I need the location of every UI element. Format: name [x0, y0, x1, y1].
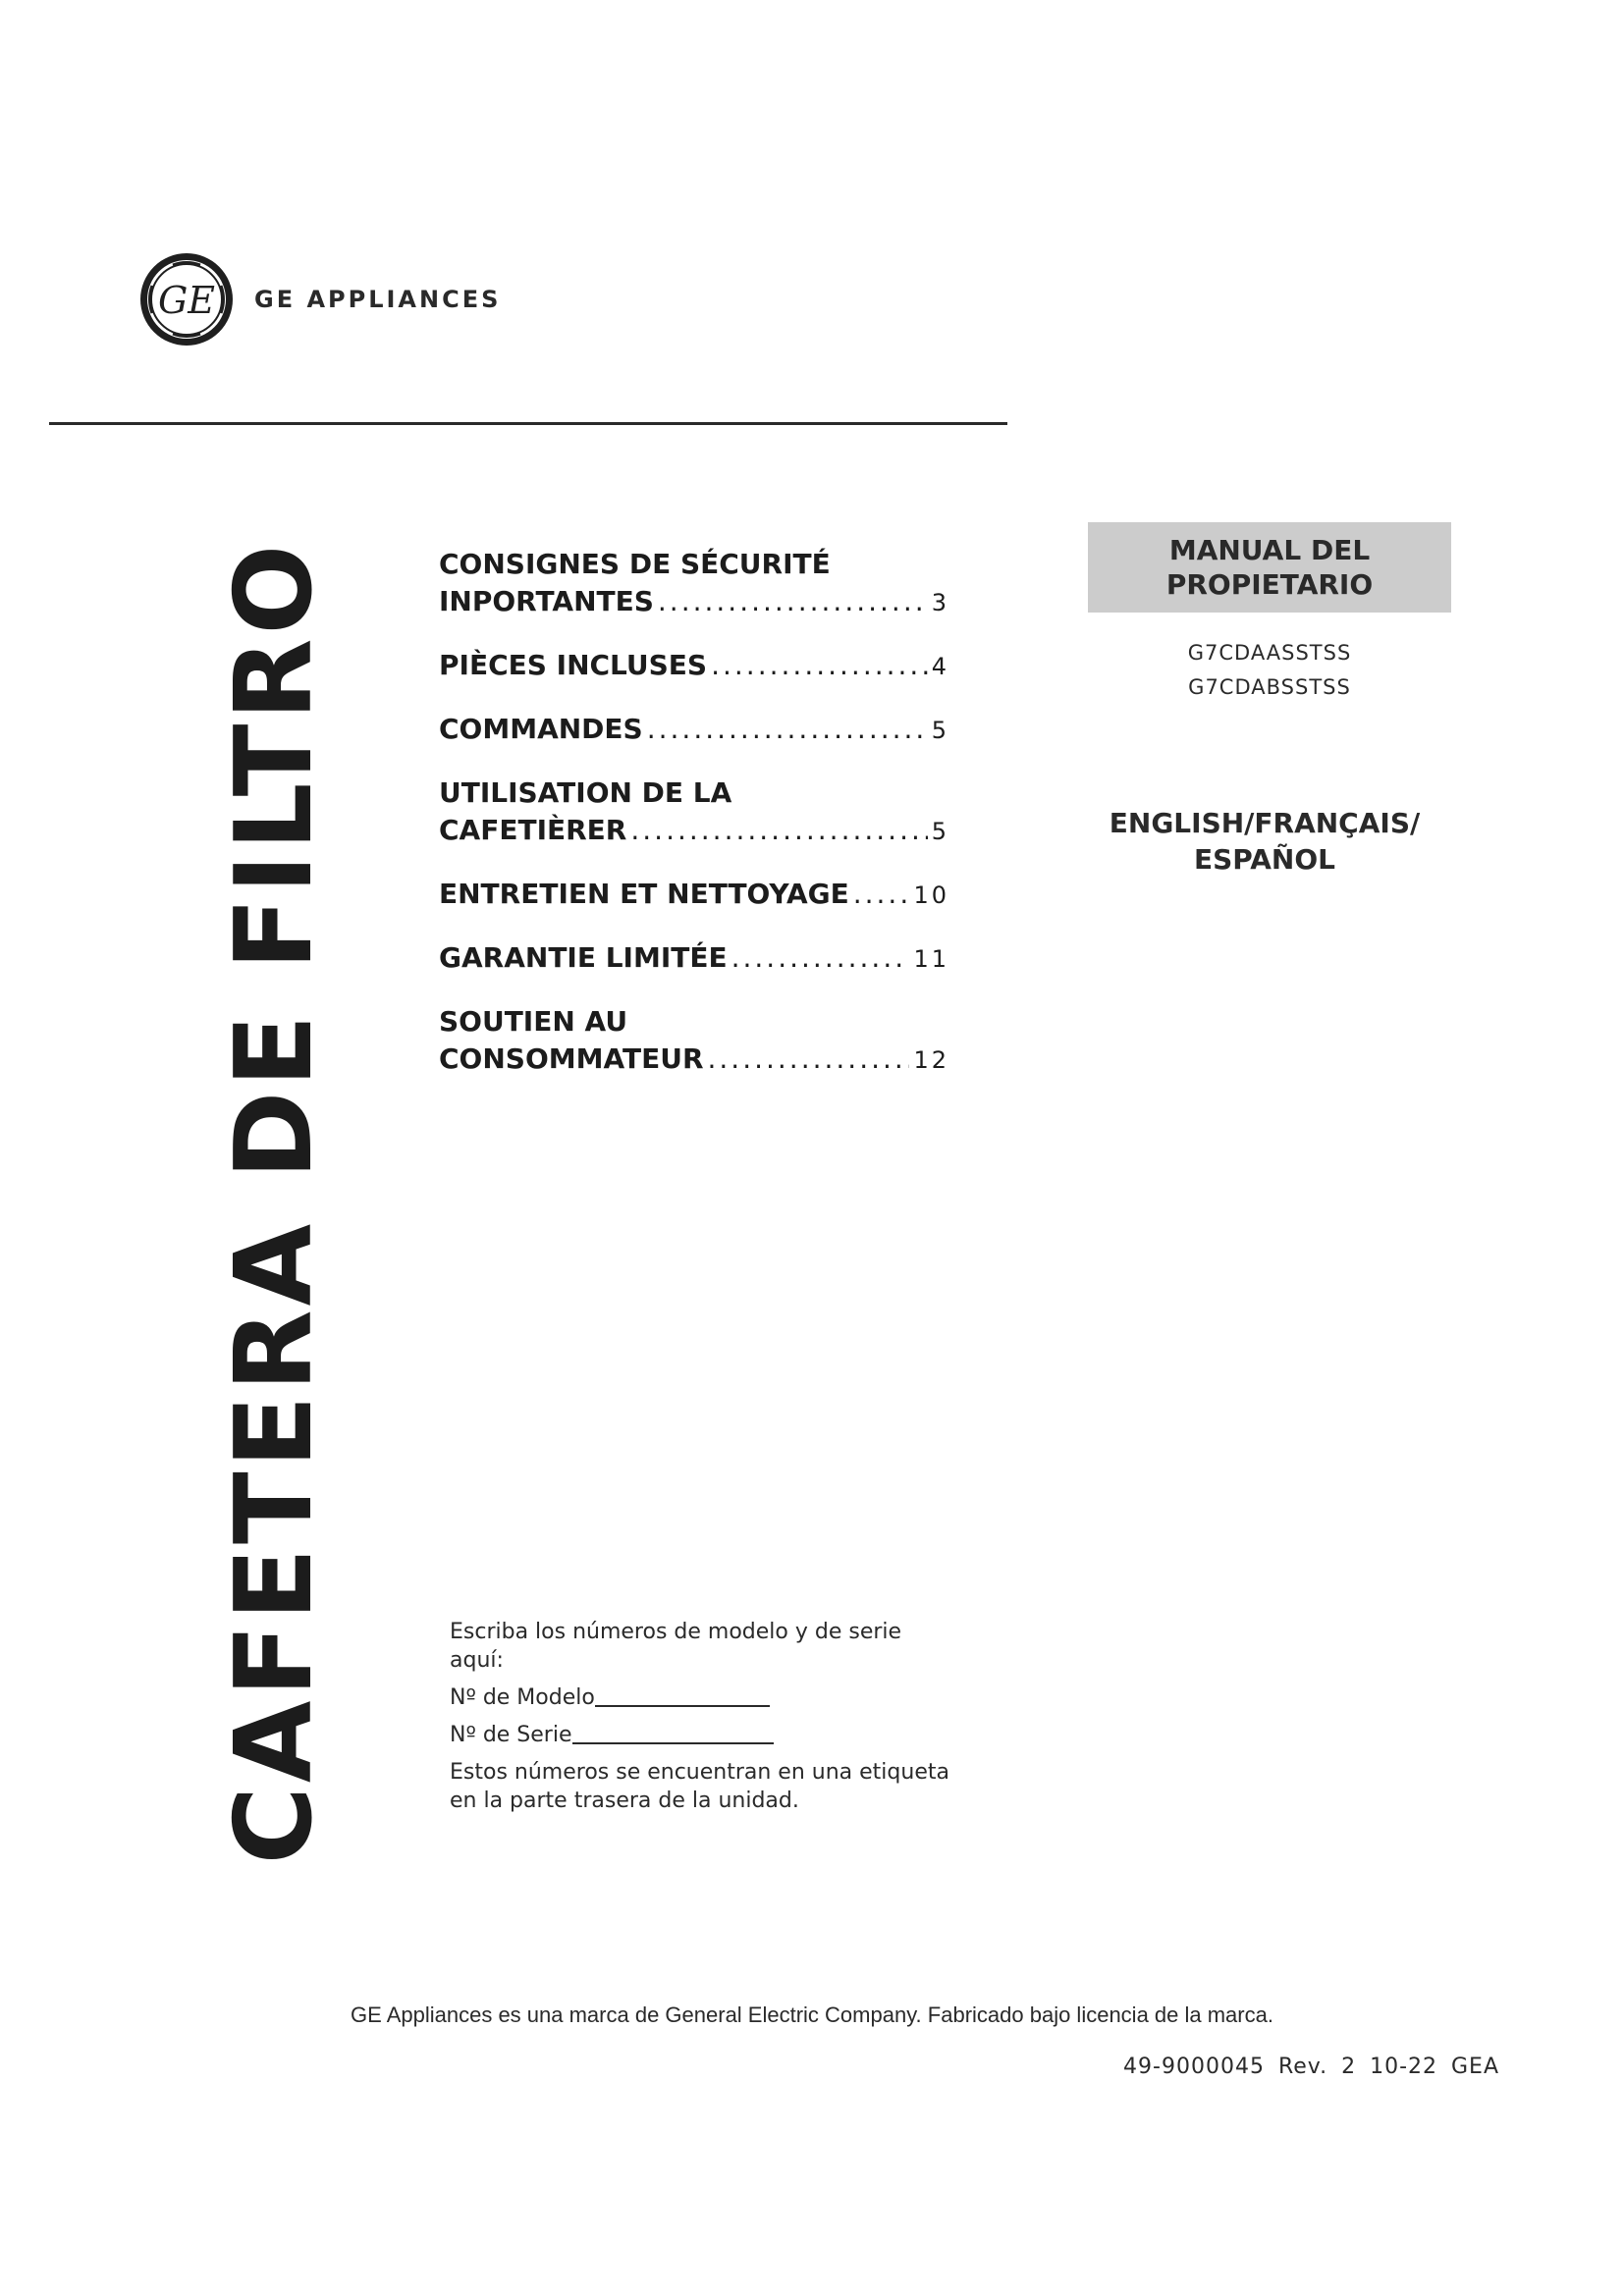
vertical-title-container: [213, 520, 336, 1885]
toc-label: CAFETIÈRER: [439, 814, 627, 846]
toc-page: 12: [913, 1046, 949, 1074]
toc-heading-line: UTILISATION DE LA: [439, 776, 732, 809]
languages: [1088, 805, 1441, 878]
toc-line: [439, 583, 949, 621]
toc-line: [439, 647, 949, 685]
serial-intro: Escriba los números de modelo y de serie aquí:: [450, 1620, 902, 1673]
languages-line2: ESPAÑOL: [1194, 843, 1335, 876]
toc-line: [439, 1041, 949, 1079]
ge-logo: [138, 251, 501, 347]
document-number: 49-9000045 Rev. 2 10-22 GEA: [1123, 2055, 1499, 2079]
toc-leader: [853, 876, 910, 913]
toc-leader: [731, 939, 910, 977]
model-numbers: [1088, 636, 1451, 705]
toc-heading-line: SOUTIEN AU: [439, 1005, 628, 1038]
toc-line: [439, 546, 949, 583]
header-divider: [49, 422, 1007, 425]
toc-label: ENTRETIEN ET NETTOYAGE: [439, 878, 849, 910]
toc-page: 5: [931, 717, 949, 744]
ge-monogram-text: GE: [157, 279, 216, 322]
model-number-label: Nº de Modelo: [450, 1685, 595, 1710]
manual-title-line1: MANUAL DEL: [1168, 534, 1371, 566]
toc-page: 4: [931, 653, 949, 680]
model-number-blank: [595, 1704, 770, 1707]
toc-leader: [647, 711, 928, 748]
toc-leader: [708, 1041, 910, 1078]
product-title: CAFETERA DE FILTRO: [213, 540, 336, 1865]
toc-item: [439, 546, 949, 621]
toc-label: COMMANDES: [439, 713, 643, 745]
toc-leader: [658, 583, 928, 620]
toc-page: 5: [931, 818, 949, 845]
serial-number-row: [450, 1721, 960, 1749]
toc-item: [439, 774, 949, 850]
brand-name: GE APPLIANCES: [254, 286, 502, 313]
toc-label: INPORTANTES: [439, 585, 654, 617]
model-number: G7CDABSSTSS: [1188, 675, 1351, 699]
ge-monogram-icon: [138, 251, 235, 347]
toc-label: GARANTIE LIMITÉE: [439, 941, 728, 974]
model-number-row: [450, 1683, 960, 1712]
owner-manual-banner: [1088, 522, 1451, 613]
serial-number-label: Nº de Serie: [450, 1723, 572, 1747]
toc-item: [439, 876, 949, 914]
toc-page: 11: [913, 945, 949, 973]
toc-line: [439, 812, 949, 850]
toc-line: [439, 939, 949, 978]
toc-leader: [630, 812, 927, 849]
toc-page: 10: [913, 881, 949, 909]
toc-heading-line: CONSIGNES DE SÉCURITÉ: [439, 548, 831, 580]
toc-label: PIÈCES INCLUSES: [439, 649, 708, 681]
toc-page: 3: [931, 589, 949, 616]
toc-item: [439, 647, 949, 685]
toc-item: [439, 711, 949, 749]
table-of-contents: [439, 546, 949, 1104]
toc-item: [439, 939, 949, 978]
languages-line1: ENGLISH/FRANÇAIS/: [1109, 807, 1421, 839]
toc-item: [439, 1003, 949, 1079]
toc-line: [439, 1003, 949, 1041]
manual-title-line2: PROPIETARIO: [1165, 568, 1374, 601]
toc-leader: [711, 647, 928, 684]
toc-line: [439, 774, 949, 812]
toc-line: [439, 711, 949, 749]
model-number: G7CDAASSTSS: [1187, 641, 1352, 665]
serial-number-blank: [572, 1741, 774, 1744]
toc-line: [439, 876, 949, 914]
serial-note: Estos números se encuentran en una etiqueta en la parte trasera de la unidad.: [450, 1760, 949, 1813]
trademark-notice: GE Appliances es una marca de General Electric Company. Fabricado bajo licencia de la marca.: [351, 2002, 1273, 2027]
model-serial-section: [450, 1618, 960, 1815]
toc-label: CONSOMMATEUR: [439, 1042, 704, 1075]
